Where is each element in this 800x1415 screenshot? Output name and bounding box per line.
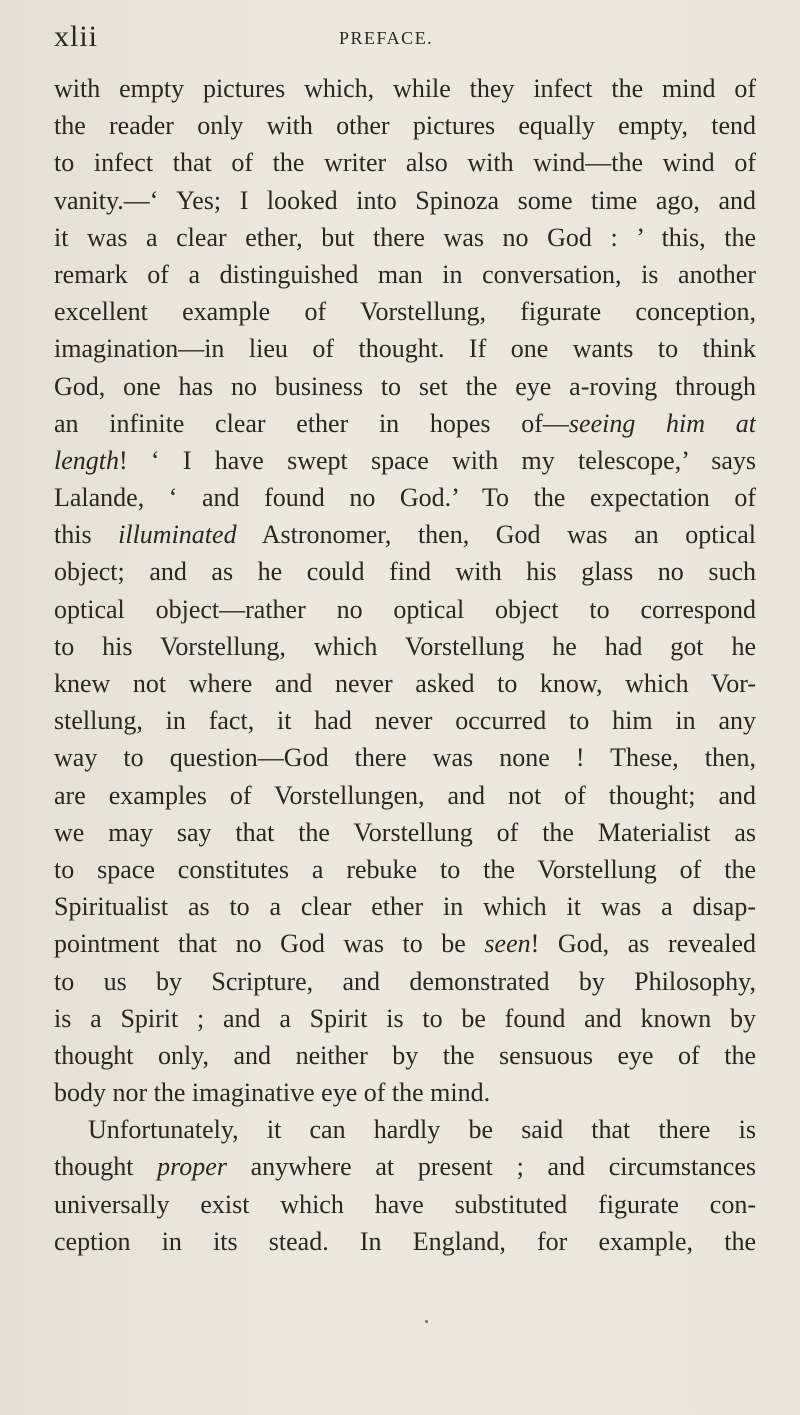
text-line — [54, 1037, 756, 1074]
text-segment: vanity.—‘ Yes; I looked into Spinoza some time ago, and — [54, 185, 756, 215]
text-line — [54, 553, 756, 590]
text-line — [54, 182, 756, 219]
italic-text: illuminated — [118, 520, 237, 550]
text-line — [54, 1186, 756, 1223]
text-line — [54, 777, 756, 814]
text-line — [54, 1074, 756, 1111]
text-line — [54, 107, 756, 144]
text-segment: God, one has no business to set the eye a-roving through — [54, 371, 756, 401]
text-segment: ! ‘ I have swept space with my telescope,’ says — [119, 445, 756, 475]
ink-speck — [425, 1320, 428, 1323]
text-segment: to space constitutes a rebuke to the Vorstellung of the — [54, 854, 756, 884]
text-segment: optical object—rather no optical object to correspond — [54, 594, 756, 624]
text-segment: thought — [54, 1152, 158, 1182]
text-segment: Spiritualist as to a clear ether in which it was a disap- — [54, 892, 756, 922]
text-segment: an infinite clear ether in hopes of— — [54, 408, 569, 438]
text-line — [54, 516, 756, 553]
body-text — [54, 70, 756, 1260]
text-segment: pointment that no God was to be — [54, 929, 485, 959]
text-segment: this — [54, 520, 119, 550]
italic-text: seen — [484, 929, 531, 959]
text-segment: stellung, in fact, it had never occurred to him in any — [54, 706, 756, 736]
text-line — [54, 851, 756, 888]
text-line — [54, 293, 756, 330]
text-line — [54, 739, 756, 776]
text-segment: Astronomer, then, God was an optical — [236, 520, 756, 550]
text-segment: body nor the imaginative eye of the mind. — [54, 1078, 491, 1108]
text-line — [54, 591, 756, 628]
text-segment: remark of a distinguished man in conversation, is another — [54, 259, 756, 289]
text-segment: are examples of Vorstellungen, and not of thought; and — [54, 780, 756, 810]
text-line — [54, 1148, 756, 1185]
text-segment: thought only, and neither by the sensuous eye of the — [54, 1040, 756, 1070]
text-line — [54, 144, 756, 181]
text-line — [54, 628, 756, 665]
text-segment: we may say that the Vorstellung of the Materialist as — [54, 817, 756, 847]
text-segment: to his Vorstellung, which Vorstellung he had got he — [54, 631, 756, 661]
text-line — [54, 702, 756, 739]
text-line — [54, 1000, 756, 1037]
text-segment: with empty pictures which, while they infect the mind of — [54, 74, 756, 103]
text-segment: imagination—in lieu of thought. If one wants to think — [54, 334, 756, 364]
text-segment: Unfortunately, it can hardly be said that there is — [88, 1115, 756, 1145]
text-line — [54, 219, 756, 256]
text-segment: the reader only with other pictures equally empty, tend — [54, 111, 756, 141]
text-line — [54, 479, 756, 516]
text-line — [54, 330, 756, 367]
text-segment: is a Spirit ; and a Spirit is to be found and known by — [54, 1003, 756, 1033]
text-segment: to infect that of the writer also with wind—the wind of — [54, 148, 756, 178]
italic-text: proper — [157, 1152, 227, 1182]
text-line — [54, 665, 756, 702]
text-segment: to us by Scripture, and demonstrated by Philosophy, — [54, 966, 756, 996]
text-line — [54, 1111, 756, 1148]
page-number: xlii — [54, 20, 99, 53]
text-line — [54, 442, 756, 479]
italic-text: length — [54, 445, 119, 475]
text-line — [54, 405, 756, 442]
text-segment: excellent example of Vorstellung, figurate conception, — [54, 297, 756, 327]
text-segment: anywhere at present ; and circumstances — [226, 1152, 756, 1182]
italic-text: seeing him at — [568, 408, 756, 438]
text-line — [54, 70, 756, 107]
running-title: PREFACE. — [339, 28, 434, 48]
text-line — [54, 814, 756, 851]
text-segment: ception in its stead. In England, for example, the — [54, 1226, 756, 1256]
text-segment: way to question—God there was none ! These, then, — [54, 743, 756, 773]
text-line — [54, 888, 756, 925]
text-segment: universally exist which have substituted figurate con- — [54, 1189, 756, 1219]
text-segment: ! God, as revealed — [530, 929, 756, 959]
text-line — [54, 1223, 756, 1260]
text-segment: Lalande, ‘ and found no God.’ To the expectation of — [54, 483, 756, 513]
text-line — [54, 368, 756, 405]
text-segment: object; and as he could find with his glass no such — [54, 557, 756, 587]
text-segment: it was a clear ether, but there was no God : ’ this, the — [54, 222, 756, 252]
text-line — [54, 925, 756, 962]
text-line — [54, 256, 756, 293]
text-segment: knew not where and never asked to know, which Vor- — [54, 669, 756, 698]
text-line — [54, 963, 756, 1000]
running-head — [54, 22, 754, 52]
